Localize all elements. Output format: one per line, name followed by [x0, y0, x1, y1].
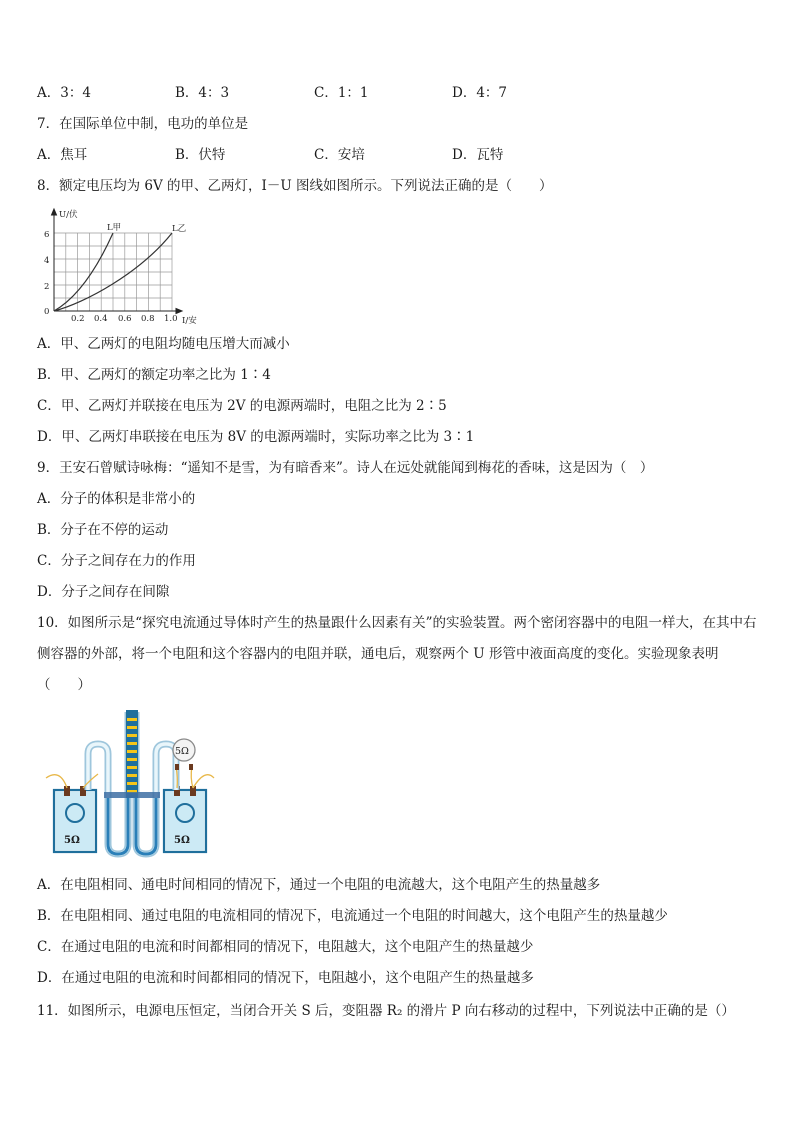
q7-option-b: B．伏特	[175, 147, 226, 163]
q6-option-c: C．1：1	[314, 85, 369, 101]
y-tick-2: 2	[44, 282, 50, 292]
y-tick-4: 4	[44, 256, 50, 266]
q8-option-b: B．甲、乙两灯的额定功率之比为 1∶4	[37, 367, 271, 383]
q9-option-b: B．分子在不停的运动	[37, 522, 169, 538]
q10-option-a: A．在电阻相同、通电时间相同的情况下，通过一个电阻的电流越大，这个电阻产生的热量越多	[37, 877, 601, 893]
y-axis-label: U/伏	[59, 210, 78, 220]
q6-option-d: D．4：7	[452, 85, 508, 101]
q7-option-d: D．瓦特	[452, 147, 504, 163]
q6-option-a: A．3：4	[37, 85, 91, 101]
x-tick-0.4: 0.4	[94, 314, 108, 324]
q8-option-d: D．甲、乙两灯串联接在电压为 8V 的电源两端时，实际功率之比为 3∶1	[37, 429, 475, 445]
q10-stem: 10．如图所示是“探究电流通过导体时产生的热量跟什么因素有关”的实验装置。两个密闭容器中的电阻一样大，在其中右侧容器的外部，将一个电阻和这个容器内的电阻并联，通电后，观察两个 U 形管中液面高度的变化。实验现象表明（ ）	[37, 615, 757, 693]
graph-grid	[54, 233, 172, 311]
q10-option-b: B．在电阻相同、通过电阻的电流相同的情况下，电流通过一个电阻的时间越大，这个电阻产生的热量越少	[37, 908, 668, 924]
q9-option-a: A．分子的体积是非常小的	[37, 491, 196, 507]
x-tick-0.6: 0.6	[118, 314, 132, 324]
x-tick-1.0: 1.0	[164, 314, 178, 324]
q8-option-a: A．甲、乙两灯的电阻均随电压增大而减小	[37, 336, 290, 352]
curve-label-jia: L甲	[107, 223, 122, 233]
q8-stem: 8．额定电压均为 6V 的甲、乙两灯，I－U 图线如图所示。下列说法正确的是（ ）	[37, 178, 553, 194]
right-resistor-label: 5Ω	[174, 835, 190, 846]
q7-option-c: C．安培	[314, 147, 365, 163]
q9-option-d: D．分子之间存在间隙	[37, 584, 170, 600]
q10-option-c: C．在通过电阻的电流和时间都相同的情况下，电阻越大，这个电阻产生的热量越少	[37, 939, 534, 955]
x-tick-0.8: 0.8	[141, 314, 155, 324]
left-resistor-label: 5Ω	[64, 835, 80, 846]
x-tick-0.2: 0.2	[71, 314, 85, 324]
curve-label-yi: L乙	[172, 224, 187, 234]
wire-left	[46, 775, 67, 788]
q8-option-c: C．甲、乙两灯并联接在电压为 2V 的电源两端时，电阻之比为 2∶5	[37, 398, 447, 414]
q11-stem: 11．如图所示，电源电压恒定，当闭合开关 S 后，变阻器 R₂ 的滑片 P 向右移动的过程中，下列说法中正确的是（）	[37, 1003, 735, 1019]
q8-iu-graph	[30, 203, 210, 325]
outer-resistor-label: 5Ω	[175, 746, 189, 757]
x-axis-label: I/安	[182, 316, 197, 325]
q10-option-d: D．在通过电阻的电流和时间都相同的情况下，电阻越小，这个电阻产生的热量越多	[37, 970, 534, 986]
q6-option-b: B．4：3	[175, 85, 230, 101]
y-tick-6: 6	[44, 230, 50, 240]
q7-stem: 7．在国际单位中制，电功的单位是	[37, 116, 249, 132]
q7-option-a: A．焦耳	[37, 147, 88, 163]
q9-option-c: C．分子之间存在力的作用	[37, 553, 196, 569]
y-tick-0: 0	[44, 307, 50, 317]
wire-right	[193, 775, 214, 788]
q10-apparatus-figure	[40, 708, 220, 858]
q9-stem: 9．王安石曾赋诗咏梅：“遥知不是雪，为有暗香来”。诗人在远处就能闻到梅花的香味，这是因为（ ）	[37, 460, 654, 476]
